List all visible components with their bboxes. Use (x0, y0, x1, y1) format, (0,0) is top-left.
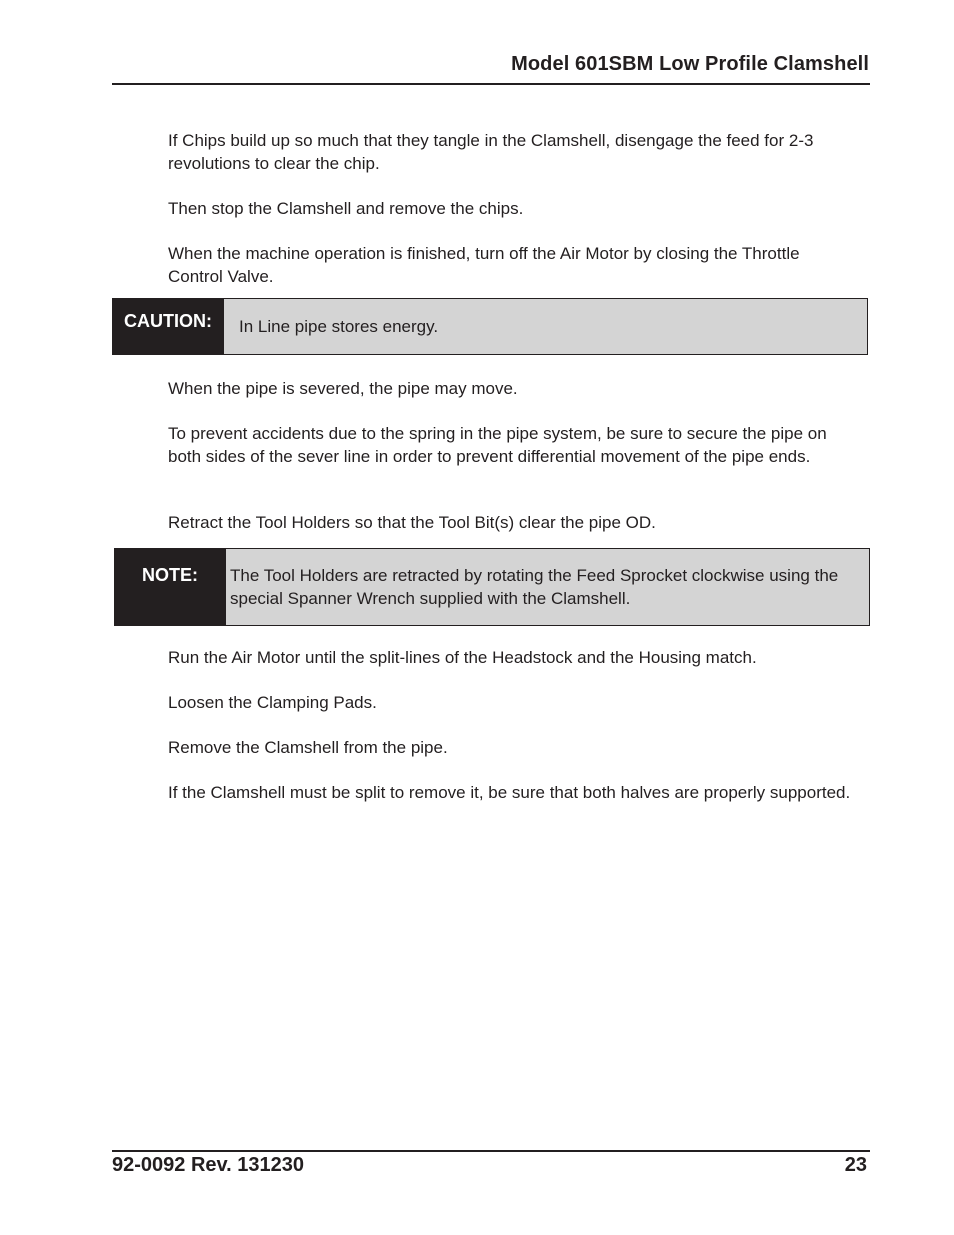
paragraph-run-air-motor: Run the Air Motor until the split-lines of the Headstock and the Housing match. (168, 648, 757, 667)
paragraph-prevent-accidents: To prevent accidents due to the spring in the pipe system, be sure to secure the pipe on both sides of the sever line in order to prevent differential movement of the pipe ends. (168, 424, 827, 466)
header-divider (112, 83, 870, 85)
paragraph-remove-clamshell: Remove the Clamshell from the pipe. (168, 738, 448, 757)
paragraph-retract-tool-holders: Retract the Tool Holders so that the Tool Bit(s) clear the pipe OD. (168, 513, 656, 532)
paragraph-loosen-pads: Loosen the Clamping Pads. (168, 693, 377, 712)
page-header-title: Model 601SBM Low Profile Clamshell (511, 53, 869, 75)
caution-box (112, 298, 868, 355)
paragraph-turn-off-air-motor: When the machine operation is finished, turn off the Air Motor by closing the Throttle Control Valve. (168, 244, 800, 286)
note-box (114, 548, 870, 626)
caution-label: CAUTION: (113, 299, 224, 354)
note-text: The Tool Holders are retracted by rotating the Feed Sprocket clockwise using the special Spanner Wrench supplied with the Clamshell. (226, 549, 869, 625)
footer-doc-number: 92-0092 Rev. 131230 (112, 1154, 305, 1176)
footer-page-number: 23 (844, 1154, 867, 1176)
paragraph-chips-tangle: If Chips build up so much that they tangle in the Clamshell, disengage the feed for 2-3 revolutions to clear the chip. (168, 131, 814, 173)
paragraph-split-clamshell: If the Clamshell must be split to remove it, be sure that both halves are properly supported. (168, 783, 851, 802)
paragraph-pipe-may-move: When the pipe is severed, the pipe may move. (168, 379, 518, 398)
note-label: NOTE: (115, 549, 226, 625)
footer-divider (112, 1150, 870, 1152)
caution-text: In Line pipe stores energy. (224, 299, 867, 354)
paragraph-stop-clamshell: Then stop the Clamshell and remove the chips. (168, 199, 524, 218)
